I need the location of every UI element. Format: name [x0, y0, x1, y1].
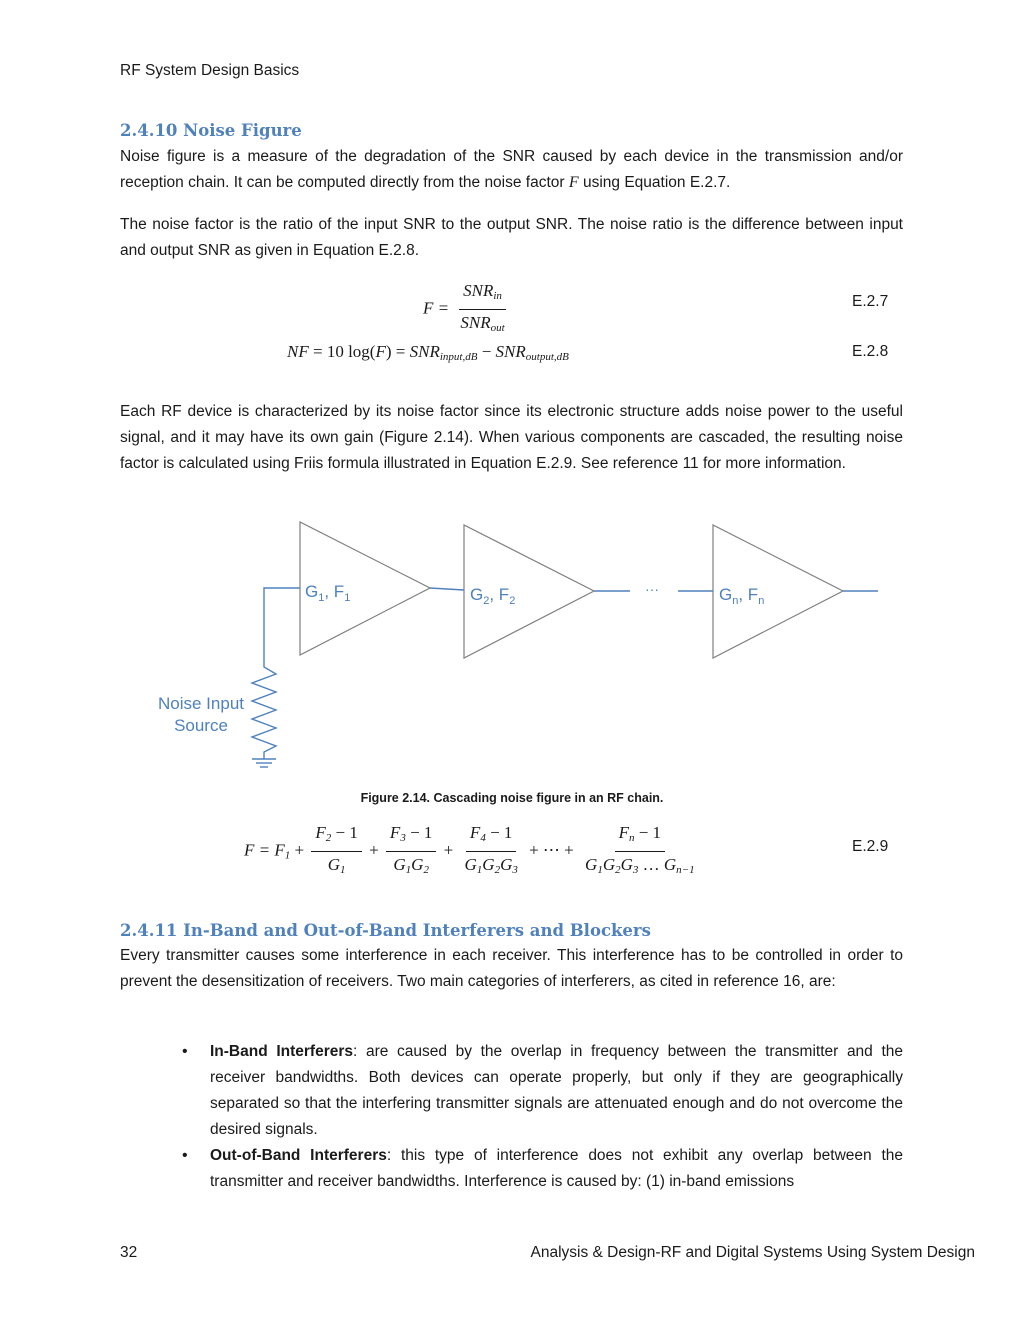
variable-f: F [568, 174, 579, 191]
fraction-term-3: $\frac{F_4 - 1}{G_1G_2G_3}$ [464, 823, 518, 876]
fraction [456, 280, 508, 339]
equation-e29: $F = F_1$ + $\frac{F_2 - 1}{G_1}$ + $\frac{F_3 - 1}{G_1G_2}$ + $\frac{F_4 - 1}{G_1G_2G_3}$ + ⋯ + $\frac{F_n - 1}{G_1G_2G_3 \dots G_{n-1}}$ [244, 822, 702, 881]
equation-lhs: F = [423, 298, 450, 318]
paragraph-text: using Equation E.2.7. [578, 174, 731, 191]
page-number: 32 [120, 1244, 138, 1261]
paragraph-noise-figure-definition [120, 144, 903, 196]
amplifier-1-triangle [300, 522, 430, 655]
list-item: • In-Band Interferers: are caused by the overlap in frequency between the transmitter and the receiver bandwidths. Both devices can operate properly, but only if they are geographically separated so that the interfering transmitter signals are attenuated enough and do not overcome the desired signals. [120, 1039, 903, 1143]
amplifier-1-label: $G_1$, $F_1$ [305, 582, 351, 604]
wire-amp1-amp2 [430, 588, 464, 590]
noise-source-label-line1: Noise Input [158, 694, 244, 713]
paragraph-text: Noise figure is a measure of the degradation of the SNR caused by each device in the transmission and/or reception chain. It can be computed directly from the noise factor [120, 148, 903, 191]
equation-e28: NF = 10 $\log(F) = SNR_{input,dB} - SNR_{output,dB}$ [287, 342, 569, 363]
equation-number-e27: E.2.7 [852, 293, 889, 310]
ellipsis-label: ··· [645, 581, 659, 597]
fraction-term-n: $\frac{F_n - 1}{G_1G_2G_3 \dots G_{n-1}}$ [585, 823, 695, 876]
list-item: • Out-of-Band Interferers: this type of interference does not exhibit any overlap between the transmitter and receiver bandwidths. Interference is caused by: (1) in-band emissions [120, 1143, 903, 1195]
running-header: RF System Design Basics [120, 62, 300, 79]
noise-source-resistor [252, 665, 276, 759]
fraction-numerator: $SNR_{in}$ [459, 280, 506, 310]
footer-book-title: Analysis & Design-RF and Digital Systems Using System Design [530, 1244, 975, 1261]
fraction-term-2: $\frac{F_3 - 1}{G_1G_2}$ [386, 822, 436, 881]
paragraph-noise-factor-ratio: The noise factor is the ratio of the input SNR to the output SNR. The noise ratio is the difference between input and output SNR as given in Equation E.2.8. [120, 216, 903, 259]
section-heading-interferers: 2.4.11 In-Band and Out-of-Band Interferers and Blockers [120, 921, 651, 940]
amplifier-2-triangle [464, 525, 594, 658]
amplifier-n-triangle [713, 525, 843, 658]
equation-e27 [423, 280, 512, 339]
cascaded-amplifier-diagram [140, 515, 900, 780]
input-wire [264, 588, 300, 665]
equation-number-e29: E.2.9 [852, 838, 889, 855]
noise-source-label-line2: Source [174, 716, 228, 735]
fraction-denominator: $SNR_{out}$ [460, 313, 505, 334]
paragraph-cascaded-devices: Each RF device is characterized by its noise factor since its electronic structure adds noise power to the useful signal, and it may have its own gain (Figure 2.14). When various components are cascaded, the resulting noise factor is calculated using Friis formula illustrated in Equation E.2.9. See reference 11 for more information. [120, 403, 903, 472]
fraction-term-1: $\frac{F_2 - 1}{G_1}$ [311, 822, 361, 881]
figure-caption: Figure 2.14. Cascading noise figure in an RF chain. [360, 791, 664, 805]
equation-number-e28: E.2.8 [852, 343, 889, 360]
amplifier-n-label: $G_n$, $F_n$ [719, 585, 765, 607]
paragraph-interferers-intro: Every transmitter causes some interference in each receiver. This interference has to be controlled in order to prevent the desensitization of receivers. Two main categories of interferers, as cited in reference 16, are: [120, 947, 903, 990]
amplifier-2-label: $G_2$, $F_2$ [470, 585, 516, 607]
section-heading-noise-figure: 2.4.10 Noise Figure [120, 121, 302, 140]
interferer-bullet-list [120, 1039, 903, 1195]
